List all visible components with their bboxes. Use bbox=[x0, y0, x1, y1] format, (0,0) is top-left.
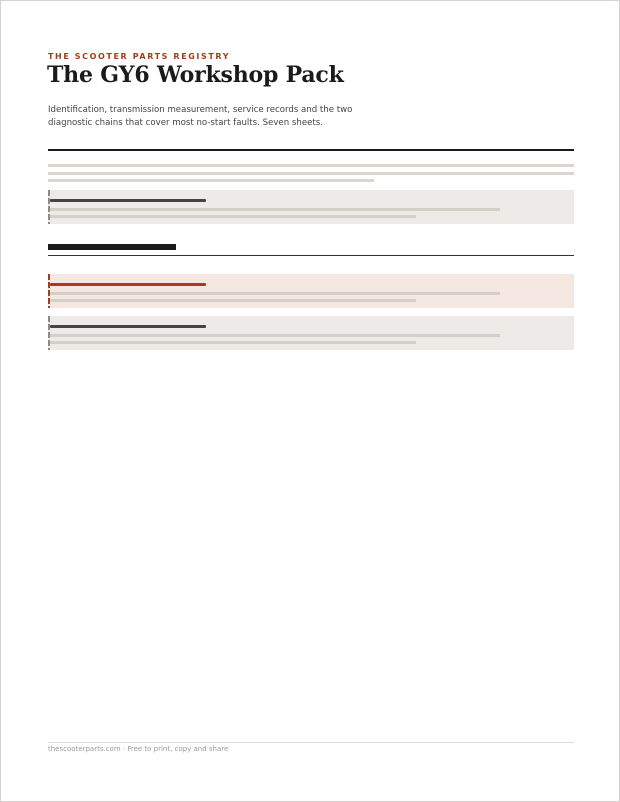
card-text-placeholder bbox=[50, 215, 416, 218]
placeholder-line bbox=[48, 179, 374, 182]
card-text-placeholder bbox=[50, 292, 500, 295]
placeholder-line bbox=[48, 164, 574, 167]
section-heading-placeholder bbox=[48, 244, 176, 250]
card-text-placeholder bbox=[50, 341, 416, 344]
card-edge bbox=[48, 274, 50, 308]
placeholder-line bbox=[48, 172, 574, 175]
sheet-card bbox=[48, 316, 574, 350]
card-heading-placeholder bbox=[50, 283, 206, 286]
card-edge bbox=[48, 190, 50, 224]
footer-text: thescooterparts.com · Free to print, copy and share bbox=[48, 745, 229, 753]
header-divider bbox=[48, 149, 574, 151]
section-divider bbox=[48, 255, 574, 256]
intro-paragraph: Identification, transmission measurement, service records and the two diagnostic chains that cover most no-start faults. Seven sheets. bbox=[48, 105, 353, 128]
page-title: The GY6 Workshop Pack bbox=[47, 62, 344, 88]
card-heading-placeholder bbox=[50, 325, 206, 328]
card-text-placeholder bbox=[50, 208, 500, 211]
card-text-placeholder bbox=[50, 299, 416, 302]
card-edge bbox=[48, 316, 50, 350]
sheet-card bbox=[48, 190, 574, 224]
footer-divider bbox=[48, 742, 574, 743]
publisher-eyebrow: THE SCOOTER PARTS REGISTRY bbox=[48, 52, 231, 61]
card-text-placeholder bbox=[50, 334, 500, 337]
sheet-card-highlighted bbox=[48, 274, 574, 308]
card-heading-placeholder bbox=[50, 199, 206, 202]
